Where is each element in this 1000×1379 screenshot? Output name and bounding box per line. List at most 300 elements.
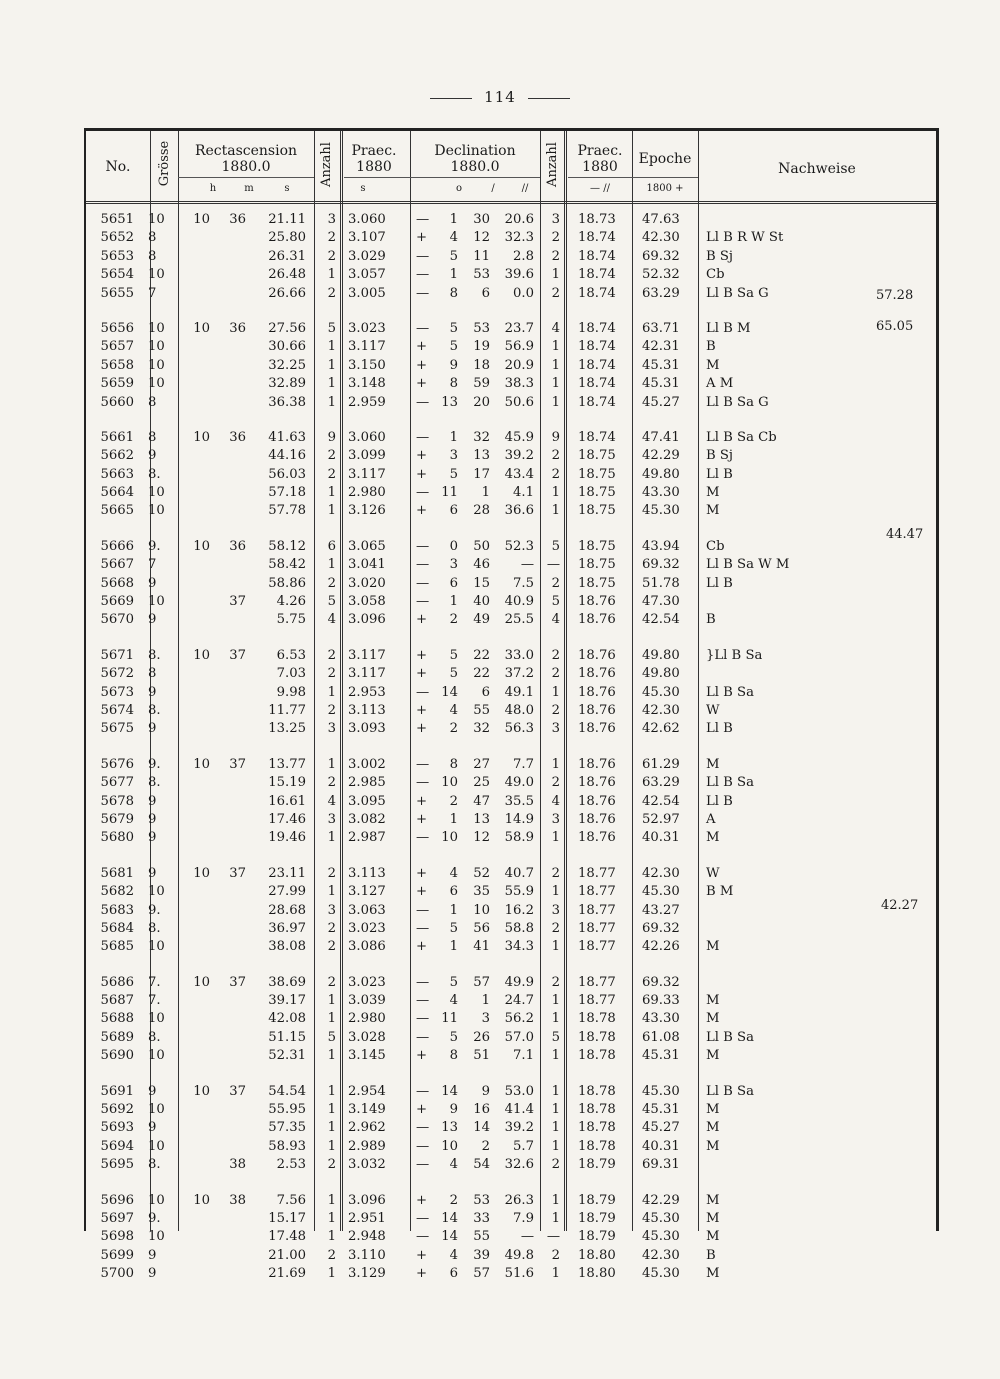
cell-praec: 2.948 bbox=[348, 1229, 386, 1245]
cell-praec: 3.117 bbox=[348, 339, 386, 355]
cell-praec-2: 18.74 bbox=[578, 357, 616, 373]
table-row bbox=[86, 266, 936, 284]
cell-dec-sec: 43.4 bbox=[504, 466, 534, 482]
cell-dec-sign: + bbox=[416, 466, 428, 482]
cell-anzahl: 2 bbox=[327, 1247, 336, 1263]
table-row bbox=[86, 1101, 936, 1119]
cell-dec-deg: 8 bbox=[449, 1048, 458, 1064]
cell-dec-sign: + bbox=[416, 702, 428, 718]
cell-dec-deg: 14 bbox=[441, 1229, 458, 1245]
cell-praec: 3.110 bbox=[348, 1247, 386, 1263]
cell-dec-sign: — bbox=[416, 285, 430, 301]
cell-no: 5657 bbox=[100, 339, 134, 355]
cell-dec-min: 53 bbox=[473, 320, 490, 336]
cell-dec-deg: 14 bbox=[441, 684, 458, 700]
cell-no: 5698 bbox=[100, 1229, 134, 1245]
cell-dec-sec: 24.7 bbox=[504, 993, 534, 1009]
cell-dec-deg: 5 bbox=[449, 466, 458, 482]
cell-dec-sec: 7.5 bbox=[513, 575, 534, 591]
cell-nachweise: Ll B Sa bbox=[706, 684, 754, 700]
cell-dec-min: 1 bbox=[481, 485, 490, 501]
cell-praec-2: 18.74 bbox=[578, 267, 616, 283]
cell-praec-2: 18.74 bbox=[578, 285, 616, 301]
cell-anzahl: 1 bbox=[327, 1138, 336, 1154]
cell-nachweise: Ll B Sa G bbox=[706, 285, 769, 301]
cell-dec-sign: + bbox=[416, 865, 428, 881]
cell-anzahl-2: 2 bbox=[551, 230, 560, 246]
cell-no: 5688 bbox=[100, 1011, 134, 1027]
cell-praec: 3.149 bbox=[348, 1102, 386, 1118]
cell-dec-deg: 5 bbox=[449, 647, 458, 663]
cell-dec-min: 49 bbox=[473, 612, 490, 628]
cell-ra-s: 23.11 bbox=[268, 865, 306, 881]
cell-ra-s: 2.53 bbox=[276, 1157, 306, 1173]
cell-anzahl-2: 3 bbox=[551, 811, 560, 827]
table-row bbox=[86, 1192, 936, 1210]
cell-anzahl-2: 1 bbox=[551, 503, 560, 519]
cell-praec: 2.989 bbox=[348, 1138, 386, 1154]
cell-anzahl: 2 bbox=[327, 466, 336, 482]
cell-anzahl-2: 4 bbox=[551, 793, 560, 809]
cell-praec-2: 18.77 bbox=[578, 865, 616, 881]
cell-no: 5689 bbox=[100, 1029, 134, 1045]
cell-praec: 3.145 bbox=[348, 1048, 386, 1064]
cell-dec-sec: 57.0 bbox=[504, 1029, 534, 1045]
cell-dec-deg: 1 bbox=[449, 429, 458, 445]
table-row bbox=[86, 466, 936, 484]
cell-anzahl: 2 bbox=[327, 974, 336, 990]
cell-dec-deg: 8 bbox=[449, 376, 458, 392]
cell-dec-sec: 56.3 bbox=[504, 721, 534, 737]
table-row bbox=[86, 484, 936, 502]
table-row bbox=[86, 447, 936, 465]
cell-dec-sign: — bbox=[416, 248, 430, 264]
cell-anzahl: 2 bbox=[327, 230, 336, 246]
cell-groesse: 9 bbox=[148, 830, 157, 846]
cell-dec-sec: 49.1 bbox=[504, 684, 534, 700]
cell-ra-s: 57.78 bbox=[268, 503, 306, 519]
page-number-dash-right bbox=[528, 98, 570, 99]
cell-ra-s: 57.18 bbox=[268, 485, 306, 501]
table-row bbox=[86, 375, 936, 393]
cell-anzahl: 2 bbox=[327, 775, 336, 791]
cell-dec-deg: 2 bbox=[449, 1192, 458, 1208]
cell-dec-sign: — bbox=[416, 575, 430, 591]
cell-anzahl-2: 1 bbox=[551, 1138, 560, 1154]
cell-epoche: 42.29 bbox=[642, 448, 680, 464]
cell-ra-s: 25.80 bbox=[268, 230, 306, 246]
cell-dec-deg: 6 bbox=[449, 503, 458, 519]
cell-epoche: 42.26 bbox=[642, 939, 680, 955]
cell-dec-min: 41 bbox=[473, 939, 490, 955]
cell-ra-m: 37 bbox=[229, 1083, 246, 1099]
cell-anzahl-2: 2 bbox=[551, 974, 560, 990]
cell-anzahl-2: 9 bbox=[551, 429, 560, 445]
cell-epoche: 45.31 bbox=[642, 357, 680, 373]
cell-praec: 3.117 bbox=[348, 647, 386, 663]
cell-ra-m: 37 bbox=[229, 865, 246, 881]
cell-no: 5684 bbox=[100, 920, 134, 936]
cell-ra-s: 19.46 bbox=[268, 830, 306, 846]
cell-praec: 3.065 bbox=[348, 538, 386, 554]
cell-nachweise: Ll B Sa bbox=[706, 775, 754, 791]
cell-anzahl: 9 bbox=[327, 429, 336, 445]
cell-praec: 3.023 bbox=[348, 974, 386, 990]
cell-no: 5676 bbox=[100, 756, 134, 772]
cell-dec-sec: 56.2 bbox=[504, 1011, 534, 1027]
cell-epoche: 45.30 bbox=[642, 503, 680, 519]
cell-dec-deg: 3 bbox=[449, 557, 458, 573]
cell-praec: 3.063 bbox=[348, 902, 386, 918]
cell-praec: 3.129 bbox=[348, 1266, 386, 1282]
cell-ra-s: 7.03 bbox=[276, 666, 306, 682]
cell-dec-deg: 2 bbox=[449, 721, 458, 737]
cell-groesse: 9. bbox=[148, 902, 161, 918]
cell-epoche: 42.62 bbox=[642, 721, 680, 737]
cell-no: 5681 bbox=[100, 865, 134, 881]
cell-praec-2: 18.78 bbox=[578, 1102, 616, 1118]
cell-nachweise: Ll B Sa W M bbox=[706, 557, 790, 573]
cell-anzahl-2: 4 bbox=[551, 612, 560, 628]
cell-ra-s: 42.08 bbox=[268, 1011, 306, 1027]
cell-praec: 3.041 bbox=[348, 557, 386, 573]
cell-praec-2: 18.78 bbox=[578, 1048, 616, 1064]
cell-praec-2: 18.76 bbox=[578, 793, 616, 809]
cell-anzahl: 1 bbox=[327, 557, 336, 573]
table-row bbox=[86, 1210, 936, 1228]
cell-praec: 2.980 bbox=[348, 485, 386, 501]
cell-epoche: 43.94 bbox=[642, 538, 680, 554]
cell-ra-h: 10 bbox=[193, 865, 210, 881]
cell-ra-m: 36 bbox=[229, 320, 246, 336]
cell-dec-min: 11 bbox=[473, 248, 490, 264]
cell-praec-2: 18.77 bbox=[578, 920, 616, 936]
cell-ra-s: 52.31 bbox=[268, 1048, 306, 1064]
cell-ra-h: 10 bbox=[193, 538, 210, 554]
header-nachweise: Nachweise bbox=[778, 161, 856, 177]
cell-dec-sign: — bbox=[416, 684, 430, 700]
cell-groesse: 8. bbox=[148, 647, 161, 663]
cell-anzahl: 2 bbox=[327, 647, 336, 663]
header-ra-epoch: 1880.0 bbox=[221, 159, 271, 175]
cell-anzahl: 1 bbox=[327, 1229, 336, 1245]
cell-epoche: 45.27 bbox=[642, 394, 680, 410]
cell-ra-s: 17.48 bbox=[268, 1229, 306, 1245]
cell-praec-2: 18.77 bbox=[578, 902, 616, 918]
cell-ra-s: 11.77 bbox=[268, 702, 306, 718]
cell-dec-deg: 10 bbox=[441, 1138, 458, 1154]
cell-ra-s: 58.86 bbox=[268, 575, 306, 591]
cell-ra-s: 36.38 bbox=[268, 394, 306, 410]
page-number-dash-left bbox=[430, 98, 472, 99]
cell-groesse: 9 bbox=[148, 811, 157, 827]
cell-nachweise: Ll B bbox=[706, 466, 733, 482]
cell-ra-s: 16.61 bbox=[268, 793, 306, 809]
cell-nachweise: W bbox=[706, 865, 720, 881]
cell-dec-sec: 7.7 bbox=[513, 756, 534, 772]
cell-anzahl: 6 bbox=[327, 538, 336, 554]
cell-anzahl-2: 5 bbox=[551, 538, 560, 554]
cell-praec: 3.086 bbox=[348, 939, 386, 955]
cell-praec: 3.126 bbox=[348, 503, 386, 519]
cell-praec-2: 18.76 bbox=[578, 721, 616, 737]
cell-epoche: 42.30 bbox=[642, 1247, 680, 1263]
cell-epoche: 45.30 bbox=[642, 684, 680, 700]
cell-dec-sign: + bbox=[416, 1048, 428, 1064]
cell-ra-s: 17.46 bbox=[268, 811, 306, 827]
cell-praec: 3.099 bbox=[348, 448, 386, 464]
cell-dec-sec: 35.5 bbox=[504, 793, 534, 809]
cell-dec-sec: 55.9 bbox=[504, 884, 534, 900]
cell-anzahl-2: 1 bbox=[551, 485, 560, 501]
cell-no: 5694 bbox=[100, 1138, 134, 1154]
header-praec-unit-2: — // bbox=[590, 183, 610, 194]
header-dec-title: Declination bbox=[434, 143, 516, 159]
cell-no: 5674 bbox=[100, 702, 134, 718]
header-groesse: Grösse bbox=[157, 140, 173, 187]
cell-dec-sec: 52.3 bbox=[504, 538, 534, 554]
cell-ra-s: 32.25 bbox=[268, 357, 306, 373]
table-row bbox=[86, 720, 936, 738]
cell-dec-sec: 49.8 bbox=[504, 1247, 534, 1263]
cell-epoche: 69.33 bbox=[642, 993, 680, 1009]
cell-groesse: 8. bbox=[148, 1157, 161, 1173]
cell-ra-m: 37 bbox=[229, 756, 246, 772]
cell-groesse: 8. bbox=[148, 775, 161, 791]
table-row bbox=[86, 793, 936, 811]
cell-epoche: 45.31 bbox=[642, 1102, 680, 1118]
catalogue-table bbox=[84, 128, 939, 1282]
cell-no: 5679 bbox=[100, 811, 134, 827]
cell-epoche: 45.30 bbox=[642, 884, 680, 900]
cell-no: 5663 bbox=[100, 466, 134, 482]
cell-praec: 2.962 bbox=[348, 1120, 386, 1136]
cell-dec-sec: — bbox=[520, 1229, 534, 1245]
header-anzahl-2: Anzahl bbox=[544, 142, 560, 187]
cell-praec-2: 18.78 bbox=[578, 1029, 616, 1045]
cell-dec-deg: 5 bbox=[449, 920, 458, 936]
cell-dec-sign: + bbox=[416, 721, 428, 737]
cell-anzahl: 1 bbox=[327, 1210, 336, 1226]
cell-praec: 3.113 bbox=[348, 702, 386, 718]
cell-no: 5651 bbox=[100, 212, 134, 227]
cell-dec-min: 57 bbox=[473, 1266, 490, 1282]
cell-dec-sign: — bbox=[416, 557, 430, 573]
cell-no: 5696 bbox=[100, 1192, 134, 1208]
cell-anzahl: 2 bbox=[327, 448, 336, 464]
cell-anzahl: 4 bbox=[327, 793, 336, 809]
cell-dec-deg: 4 bbox=[449, 993, 458, 1009]
cell-epoche: 49.80 bbox=[642, 466, 680, 482]
cell-anzahl-2: 2 bbox=[551, 647, 560, 663]
header-ra-unit-s: s bbox=[284, 183, 290, 194]
cell-dec-sign: — bbox=[416, 1029, 430, 1045]
cell-nachweise: Ll B bbox=[706, 721, 733, 737]
cell-praec-2: 18.74 bbox=[578, 394, 616, 410]
cell-groesse: 10 bbox=[148, 503, 165, 519]
table-row bbox=[86, 647, 936, 665]
cell-epoche: 45.31 bbox=[642, 376, 680, 392]
cell-dec-sec: 7.1 bbox=[513, 1048, 534, 1064]
cell-dec-deg: 10 bbox=[441, 775, 458, 791]
cell-dec-deg: 2 bbox=[449, 793, 458, 809]
cell-nachweise: M bbox=[706, 503, 720, 519]
cell-dec-sign: — bbox=[416, 775, 430, 791]
cell-praec-2: 18.76 bbox=[578, 594, 616, 610]
cell-dec-sec: 49.0 bbox=[504, 775, 534, 791]
cell-praec-2: 18.79 bbox=[578, 1229, 616, 1245]
cell-dec-sign: — bbox=[416, 1120, 430, 1136]
cell-dec-min: 20 bbox=[473, 394, 490, 410]
header-epoche: Epoche bbox=[638, 151, 692, 167]
cell-epoche: 43.30 bbox=[642, 1011, 680, 1027]
cell-groesse: 9. bbox=[148, 756, 161, 772]
cell-ra-s: 38.08 bbox=[268, 939, 306, 955]
cell-praec-2: 18.78 bbox=[578, 1083, 616, 1099]
cell-nachweise: M bbox=[706, 357, 720, 373]
cell-epoche: 69.32 bbox=[642, 974, 680, 990]
cell-dec-sec: 39.2 bbox=[504, 448, 534, 464]
cell-nachweise: M bbox=[706, 485, 720, 501]
cell-groesse: 7. bbox=[148, 993, 161, 1009]
cell-nachweise: B bbox=[706, 612, 716, 628]
cell-groesse: 9 bbox=[148, 1083, 157, 1099]
cell-ra-s: 39.17 bbox=[268, 993, 306, 1009]
cell-dec-sign: + bbox=[416, 1102, 428, 1118]
cell-praec-2: 18.76 bbox=[578, 702, 616, 718]
cell-praec-2: 18.75 bbox=[578, 485, 616, 501]
cell-praec-2: 18.75 bbox=[578, 466, 616, 482]
cell-ra-s: 30.66 bbox=[268, 339, 306, 355]
cell-praec-2: 18.78 bbox=[578, 1138, 616, 1154]
cell-anzahl-2: 1 bbox=[551, 394, 560, 410]
header-dec-unit-min: / bbox=[491, 183, 495, 194]
cell-anzahl-2: 1 bbox=[551, 1083, 560, 1099]
cell-praec-2: 18.76 bbox=[578, 830, 616, 846]
cell-dec-deg: 5 bbox=[449, 1029, 458, 1045]
cell-dec-deg: 1 bbox=[449, 594, 458, 610]
cell-dec-sign: + bbox=[416, 647, 428, 663]
cell-dec-sign: + bbox=[416, 793, 428, 809]
cell-dec-deg: 2 bbox=[449, 612, 458, 628]
cell-anzahl-2: 1 bbox=[551, 357, 560, 373]
cell-groesse: 10 bbox=[148, 1011, 165, 1027]
cell-dec-min: 18 bbox=[473, 357, 490, 373]
cell-praec-2: 18.75 bbox=[578, 575, 616, 591]
cell-dec-deg: 14 bbox=[441, 1083, 458, 1099]
cell-nachweise: M bbox=[706, 1229, 720, 1245]
cell-anzahl-2: 2 bbox=[551, 248, 560, 264]
cell-epoche: 63.29 bbox=[642, 285, 680, 301]
cell-dec-min: 28 bbox=[473, 503, 490, 519]
table-row bbox=[86, 684, 936, 702]
header-praec: Praec. bbox=[351, 143, 397, 159]
cell-groesse: 8 bbox=[148, 429, 157, 445]
cell-anzahl-2: 1 bbox=[551, 1048, 560, 1064]
cell-dec-sec: 41.4 bbox=[504, 1102, 534, 1118]
cell-ra-s: 58.42 bbox=[268, 557, 306, 573]
cell-anzahl: 1 bbox=[327, 1011, 336, 1027]
table-row bbox=[86, 1083, 936, 1101]
table-row bbox=[86, 938, 936, 956]
cell-anzahl: 1 bbox=[327, 1048, 336, 1064]
cell-anzahl-2: — bbox=[546, 1229, 560, 1245]
cell-ra-s: 58.93 bbox=[268, 1138, 306, 1154]
cell-anzahl: 1 bbox=[327, 1120, 336, 1136]
cell-epoche: 40.31 bbox=[642, 830, 680, 846]
cell-dec-sec: 37.2 bbox=[504, 666, 534, 682]
cell-dec-sec: 39.6 bbox=[504, 267, 534, 283]
cell-ra-s: 55.95 bbox=[268, 1102, 306, 1118]
cell-nachweise: M bbox=[706, 1138, 720, 1154]
cell-groesse: 10 bbox=[148, 1229, 165, 1245]
cell-nachweise: M bbox=[706, 1192, 720, 1208]
cell-anzahl: 1 bbox=[327, 756, 336, 772]
cell-praec: 3.023 bbox=[348, 320, 386, 336]
cell-dec-min: 26 bbox=[473, 1029, 490, 1045]
cell-praec-2: 18.79 bbox=[578, 1192, 616, 1208]
cell-ra-s: 32.89 bbox=[268, 376, 306, 392]
table-row bbox=[86, 575, 936, 593]
cell-dec-deg: 5 bbox=[449, 339, 458, 355]
cell-nachweise: Ll B Sa bbox=[706, 1083, 754, 1099]
cell-epoche: 45.27 bbox=[642, 1120, 680, 1136]
margin-note: 57.28 bbox=[876, 288, 914, 303]
cell-no: 5692 bbox=[100, 1102, 134, 1118]
cell-no: 5697 bbox=[100, 1210, 134, 1226]
cell-anzahl: 1 bbox=[327, 503, 336, 519]
cell-praec-2: 18.76 bbox=[578, 775, 616, 791]
table-row bbox=[86, 883, 936, 901]
cell-anzahl-2: 1 bbox=[551, 1011, 560, 1027]
cell-anzahl: 1 bbox=[327, 1102, 336, 1118]
cell-ra-m: 37 bbox=[229, 647, 246, 663]
cell-no: 5666 bbox=[100, 538, 134, 554]
cell-dec-deg: 9 bbox=[449, 357, 458, 373]
cell-dec-deg: 0 bbox=[449, 538, 458, 554]
cell-ra-s: 38.69 bbox=[268, 974, 306, 990]
cell-praec: 2.951 bbox=[348, 1210, 386, 1226]
cell-dec-deg: 6 bbox=[449, 575, 458, 591]
cell-anzahl: 1 bbox=[327, 884, 336, 900]
cell-nachweise: A M bbox=[706, 376, 734, 392]
table-row bbox=[86, 702, 936, 720]
cell-anzahl-2: 1 bbox=[551, 267, 560, 283]
cell-praec-2: 18.76 bbox=[578, 666, 616, 682]
cell-groesse: 10 bbox=[148, 376, 165, 392]
cell-groesse: 10 bbox=[148, 1138, 165, 1154]
cell-nachweise: Ll B Sa bbox=[706, 1029, 754, 1045]
header-praec-unit: s bbox=[360, 183, 366, 194]
cell-dec-sign: + bbox=[416, 503, 428, 519]
cell-ra-s: 51.15 bbox=[268, 1029, 306, 1045]
cell-ra-h: 10 bbox=[193, 320, 210, 336]
cell-nachweise: B Sj bbox=[706, 448, 734, 464]
table-row bbox=[86, 338, 936, 356]
cell-anzahl: 5 bbox=[327, 1029, 336, 1045]
cell-dec-deg: 5 bbox=[449, 666, 458, 682]
cell-ra-m: 36 bbox=[229, 538, 246, 554]
cell-groesse: 7 bbox=[148, 557, 157, 573]
cell-dec-min: 22 bbox=[473, 666, 490, 682]
cell-dec-sec: 4.1 bbox=[513, 485, 534, 501]
cell-no: 5653 bbox=[100, 248, 134, 264]
cell-ra-h: 10 bbox=[193, 1192, 210, 1208]
cell-praec-2: 18.78 bbox=[578, 1011, 616, 1027]
table-row bbox=[86, 429, 936, 447]
cell-no: 5669 bbox=[100, 594, 134, 610]
cell-dec-min: 56 bbox=[473, 920, 490, 936]
